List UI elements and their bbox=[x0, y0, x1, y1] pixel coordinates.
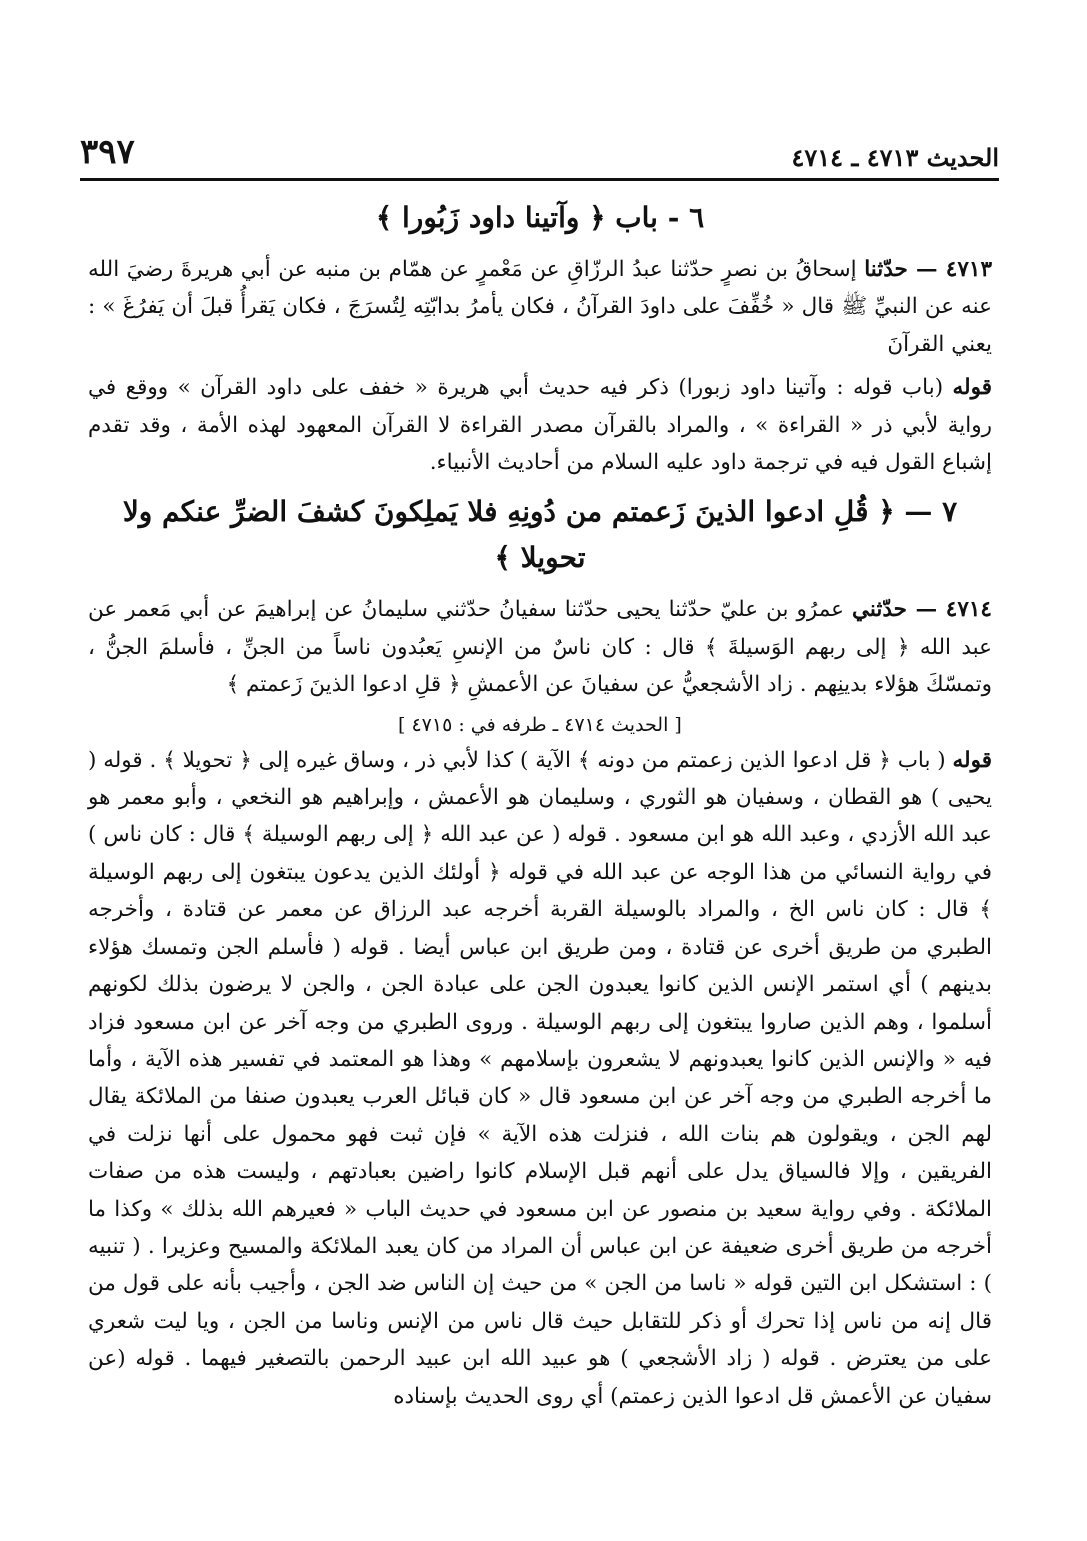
commentary-lead: قوله bbox=[952, 375, 992, 401]
hadith-lead: حدّثني bbox=[851, 597, 907, 623]
hadith-number: ٤٧١٤ — bbox=[906, 597, 992, 623]
hadith-4713 bbox=[88, 251, 992, 363]
chapter-heading-7: ٧ — ﴿ قُلِ ادعوا الذينَ زَعمتم من دُونِهِ فلا يَملِكونَ كشفَ الضرِّ عنكم ولا تحويلا ﴾ bbox=[122, 495, 958, 575]
hadith-reference: [ الحديث ٤٧١٤ ـ طرفه في : ٤٧١٥ ] bbox=[398, 713, 682, 736]
running-head: الحديث ٤٧١٣ ـ ٤٧١٤ bbox=[791, 143, 999, 172]
hadith-text: عمرُو بن عليّ حدّثنا يحيى حدّثنا سفيانُ حدّثني سليمانُ عن إبراهيمَ عن أبي مَعمر عن عبد الله ﴿ إلى ربهم الوَسيلةَ ﴾ قال : كان ناسٌ من الإنسِ يَعبُدون ناساً من الجنِّ ، فأسلمَ الجنُّ ، وتمسّكَ هؤلاء بدينِهم . زاد الأشجعيُّ عن سفيانَ عن الأعمشِ ﴿ قلِ ادعوا الذينَ زَعمتم ﴾ bbox=[88, 597, 992, 698]
hadith-text: إسحاقُ بن نصرٍ حدّثنا عبدُ الرزّاقِ عن مَعْمرٍ عن همّام بن منبه عن أبي هريرةَ رضيَ الله عنه عن النبيِّ ﷺ قال « خُفِّفَ على داودَ القرآنُ ، فكان يأمرُ بدابّتِه لِتُسرَجَ ، فكان يَقرأُ قبلَ أن يَفرُغَ » : يعني القرآنَ bbox=[88, 257, 992, 357]
chapter-heading-6: ٦ - باب ﴿ وآتينا داود زَبُورا ﴾ bbox=[375, 201, 705, 234]
commentary-4714 bbox=[88, 742, 992, 1415]
commentary-text: ( باب ﴿ قل ادعوا الذين زعمتم من دونه ﴾ الآية ) كذا لأبي ذر ، وساق غيره إلى ﴿ تحويلا ﴾ . قوله ( يحيى ) هو القطان ، وسفيان هو الثوري ، وسليمان هو الأعمش ، وإبراهيم هو النخعي ، وأبو معمر هو عبد الله الأزدي ، وعبد الله هو ابن مسعود . قوله ( عن عبد الله ﴿ إلى ربهم الوسيلة ﴾ قال : كان ناس ) في رواية النسائي من هذا الوجه عن عبد الله في قوله ﴿ أولئك الذين يدعون يبتغون إلى ربهم الوسيلة ﴾ قال : كان ناس الخ ، والمراد بالوسيلة القربة أخرجه عبد الرزاق عن معمر عن قتادة ، وأخرجه الطبري من طريق أخرى عن قتادة ، ومن طريق ابن عباس أيضا . قوله ( فأسلم الجن وتمسك هؤلاء بدينهم ) أي استمر الإنس الذين كانوا يعبدون الجن على عبادة الجن ، والجن لا يرضون بذلك لكونهم أسلموا ، وهم الذين صاروا يبتغون إلى ربهم الوسيلة . وروى الطبري من وجه آخر عن ابن مسعود فزاد فيه « والإنس الذين كانوا يعبدونهم لا يشعرون بإسلامهم » وهذا هو المعتمد في تفسير هذه الآية ، وأما ما أخرجه الطبري من وجه آخر عن ابن مسعود قال « كان قبائل العرب يعبدون صنفا من الملائكة يقال لهم الجن ، ويقولون هم بنات الله ، فنزلت هذه الآية » فإن ثبت فهو محمول على أنها نزلت في الفريقين ، وإلا فالسياق يدل على أنهم قبل الإسلام كانوا راضين بعبادتهم ، وليست هذه من صفات الملائكة . وفي رواية سعيد بن منصور عن ابن مسعود في حديث الباب « فعيرهم الله بذلك » وكذا ما أخرجه من طريق أخرى ضعيفة عن ابن عباس أن المراد من كان يعبد الملائكة والمسيح وعزيرا . ( تنبيه ) : استشكل ابن التين قوله « ناسا من الجن » من حيث إن الناس ضد الجن ، وأجيب بأنه على قول من قال إنه من ناس إذا تحرك أو ذكر للتقابل حيث قال ناس من الإنس وناسا من الجن ، ويا ليت شعري على من يعترض . قوله ( زاد الأشجعي ) هو عبيد الله ابن عبيد الرحمن بالتصغير فيهما . قوله (عن سفيان عن الأعمش قل ادعوا الذين زعمتم) أي روى الحديث بإسناده bbox=[88, 747, 993, 1409]
commentary-lead: قوله bbox=[952, 747, 992, 773]
page-number: ٣٩٧ bbox=[80, 132, 135, 172]
hadith-number: ٤٧١٣ — bbox=[907, 257, 992, 282]
commentary-4713 bbox=[88, 369, 992, 481]
page-header bbox=[80, 128, 999, 172]
header-rule bbox=[80, 178, 999, 181]
hadith-lead: حدّثنا bbox=[864, 257, 908, 282]
hadith-4714 bbox=[88, 591, 992, 703]
commentary-text: (باب قوله : وآتينا داود زبورا) ذكر فيه حديث أبي هريرة « خفف على داود القرآن » ووقع في رواية لأبي ذر « القراءة » ، والمراد بالقرآن مصدر القراءة لا القرآن المعهود لهذه الأمة ، وقد تقدم إشباع القول فيه في ترجمة داود عليه السلام من أحاديث الأنبياء. bbox=[88, 375, 992, 476]
page-body bbox=[88, 195, 992, 1423]
